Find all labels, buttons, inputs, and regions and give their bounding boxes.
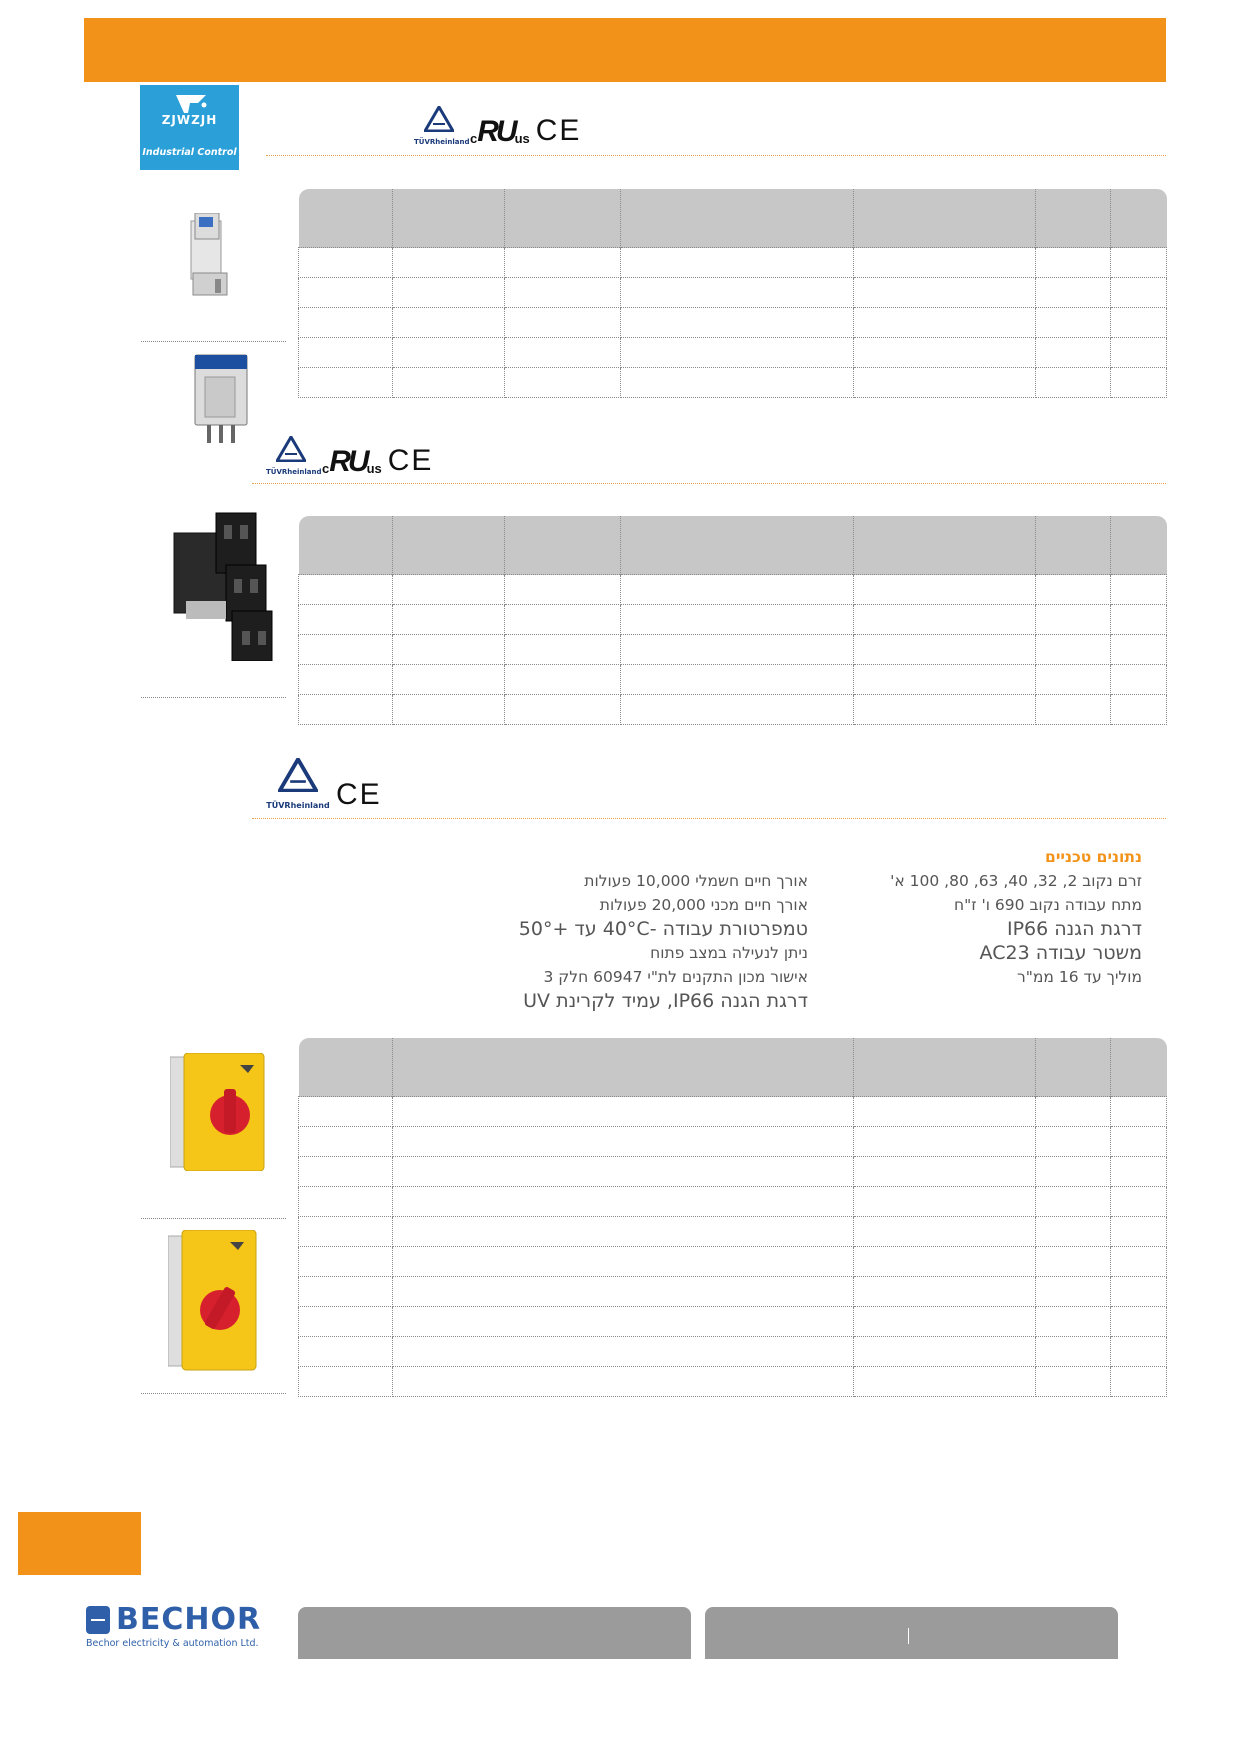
ce-mark: CE [535, 114, 582, 147]
table-row [299, 695, 1167, 725]
isolator-table [298, 1038, 1167, 1397]
table-row [299, 308, 1167, 338]
relay-image [193, 351, 253, 447]
tech-line-duty: משטר עבודה AC23 [979, 942, 1142, 964]
tech-line-conductor: מוליך עד 16 ממ"ר [1017, 968, 1142, 986]
brand-name: ZJWZJH [161, 113, 218, 127]
table-row [299, 1367, 1167, 1397]
section-rule-3 [252, 818, 1166, 819]
tuv-triangle-icon [276, 436, 306, 462]
tech-line-electrical-life: אורך חיים חשמלי 10,000 פעולות [584, 872, 808, 890]
tuv-logo: TÜVRheinland [266, 758, 330, 810]
image-divider [141, 1393, 286, 1394]
isolator-switch-image [168, 1230, 258, 1372]
footer-company-logo [86, 1604, 266, 1656]
ul-mark: c RU us [322, 445, 382, 478]
tech-data-right [800, 845, 1142, 989]
table-row [299, 1127, 1167, 1157]
ce-mark: CE [387, 444, 434, 477]
tuv-logo: TÜVRheinland [266, 436, 316, 476]
table-row [299, 1097, 1167, 1127]
table-header-row [299, 516, 1167, 575]
tech-line-mechanical-life: אורך חיים מכני 20,000 פעולות [599, 896, 808, 914]
tech-line-ip: דרגת הגנה IP66 [1006, 918, 1142, 940]
bechor-mark-icon [86, 1606, 110, 1634]
footer-separator [908, 1628, 909, 1644]
relay-module-image [185, 213, 233, 299]
tech-line-approval: אישור מכון התקנים לת"י 60947 חלק 3 [543, 968, 808, 986]
footer-box-right [705, 1607, 1118, 1659]
table-row [299, 1247, 1167, 1277]
table-row [299, 1337, 1167, 1367]
tech-line-uv: דרגת הגנה IP66, עמיד לקרינת UV [523, 990, 808, 1012]
table-row [299, 368, 1167, 398]
footer-box-left [298, 1607, 691, 1659]
relay-table [298, 189, 1167, 398]
table-row [299, 665, 1167, 695]
tech-line-lockable: ניתן לנעילה במצב פתוח [650, 944, 808, 962]
ce-mark: CE [336, 778, 382, 811]
company-tagline: Bechor electricity & automation Ltd. [86, 1638, 259, 1649]
cert-group-2 [266, 436, 433, 476]
tuv-logo: TÜVRheinland [414, 106, 464, 146]
ul-mark: c RU us [470, 115, 530, 148]
header-bar [84, 18, 1166, 82]
table-row [299, 338, 1167, 368]
relay-socket-image [172, 511, 276, 661]
isolator-switch-image [170, 1053, 266, 1171]
tech-data-left [450, 869, 808, 1013]
tuv-triangle-icon [278, 758, 318, 792]
tech-line-current: זרם נקוב 2, 32, 40, 63, 80, 100 א' [890, 872, 1142, 890]
table-row [299, 248, 1167, 278]
brand-logo [140, 85, 239, 170]
table-header-row [299, 189, 1167, 248]
section-rule-2 [252, 483, 1166, 484]
tech-data-title: נתונים טכניים [1045, 848, 1142, 866]
tech-line-temperature: טמפרטורת עבודה -40°C עד +50° [518, 918, 808, 940]
socket-table [298, 516, 1167, 725]
image-divider [141, 697, 286, 698]
table-row [299, 635, 1167, 665]
table-header-row [299, 1038, 1167, 1097]
table-row [299, 605, 1167, 635]
cert-group-3 [266, 758, 382, 810]
table-row [299, 575, 1167, 605]
table-row [299, 1157, 1167, 1187]
table-row [299, 1187, 1167, 1217]
tuv-triangle-icon [424, 106, 454, 132]
page-tab [18, 1512, 141, 1575]
cert-group-1 [414, 106, 581, 146]
table-row [299, 1307, 1167, 1337]
table-row [299, 1277, 1167, 1307]
brand-tagline: Industrial Control [142, 147, 237, 158]
tech-line-voltage: מתח עבודה נקוב 690 ו' ז"ח [953, 896, 1142, 914]
image-divider [141, 1218, 286, 1219]
table-row [299, 278, 1167, 308]
company-name: BECHOR [116, 1602, 262, 1637]
section-rule-1 [266, 155, 1166, 156]
table-row [299, 1217, 1167, 1247]
image-divider [141, 341, 286, 342]
